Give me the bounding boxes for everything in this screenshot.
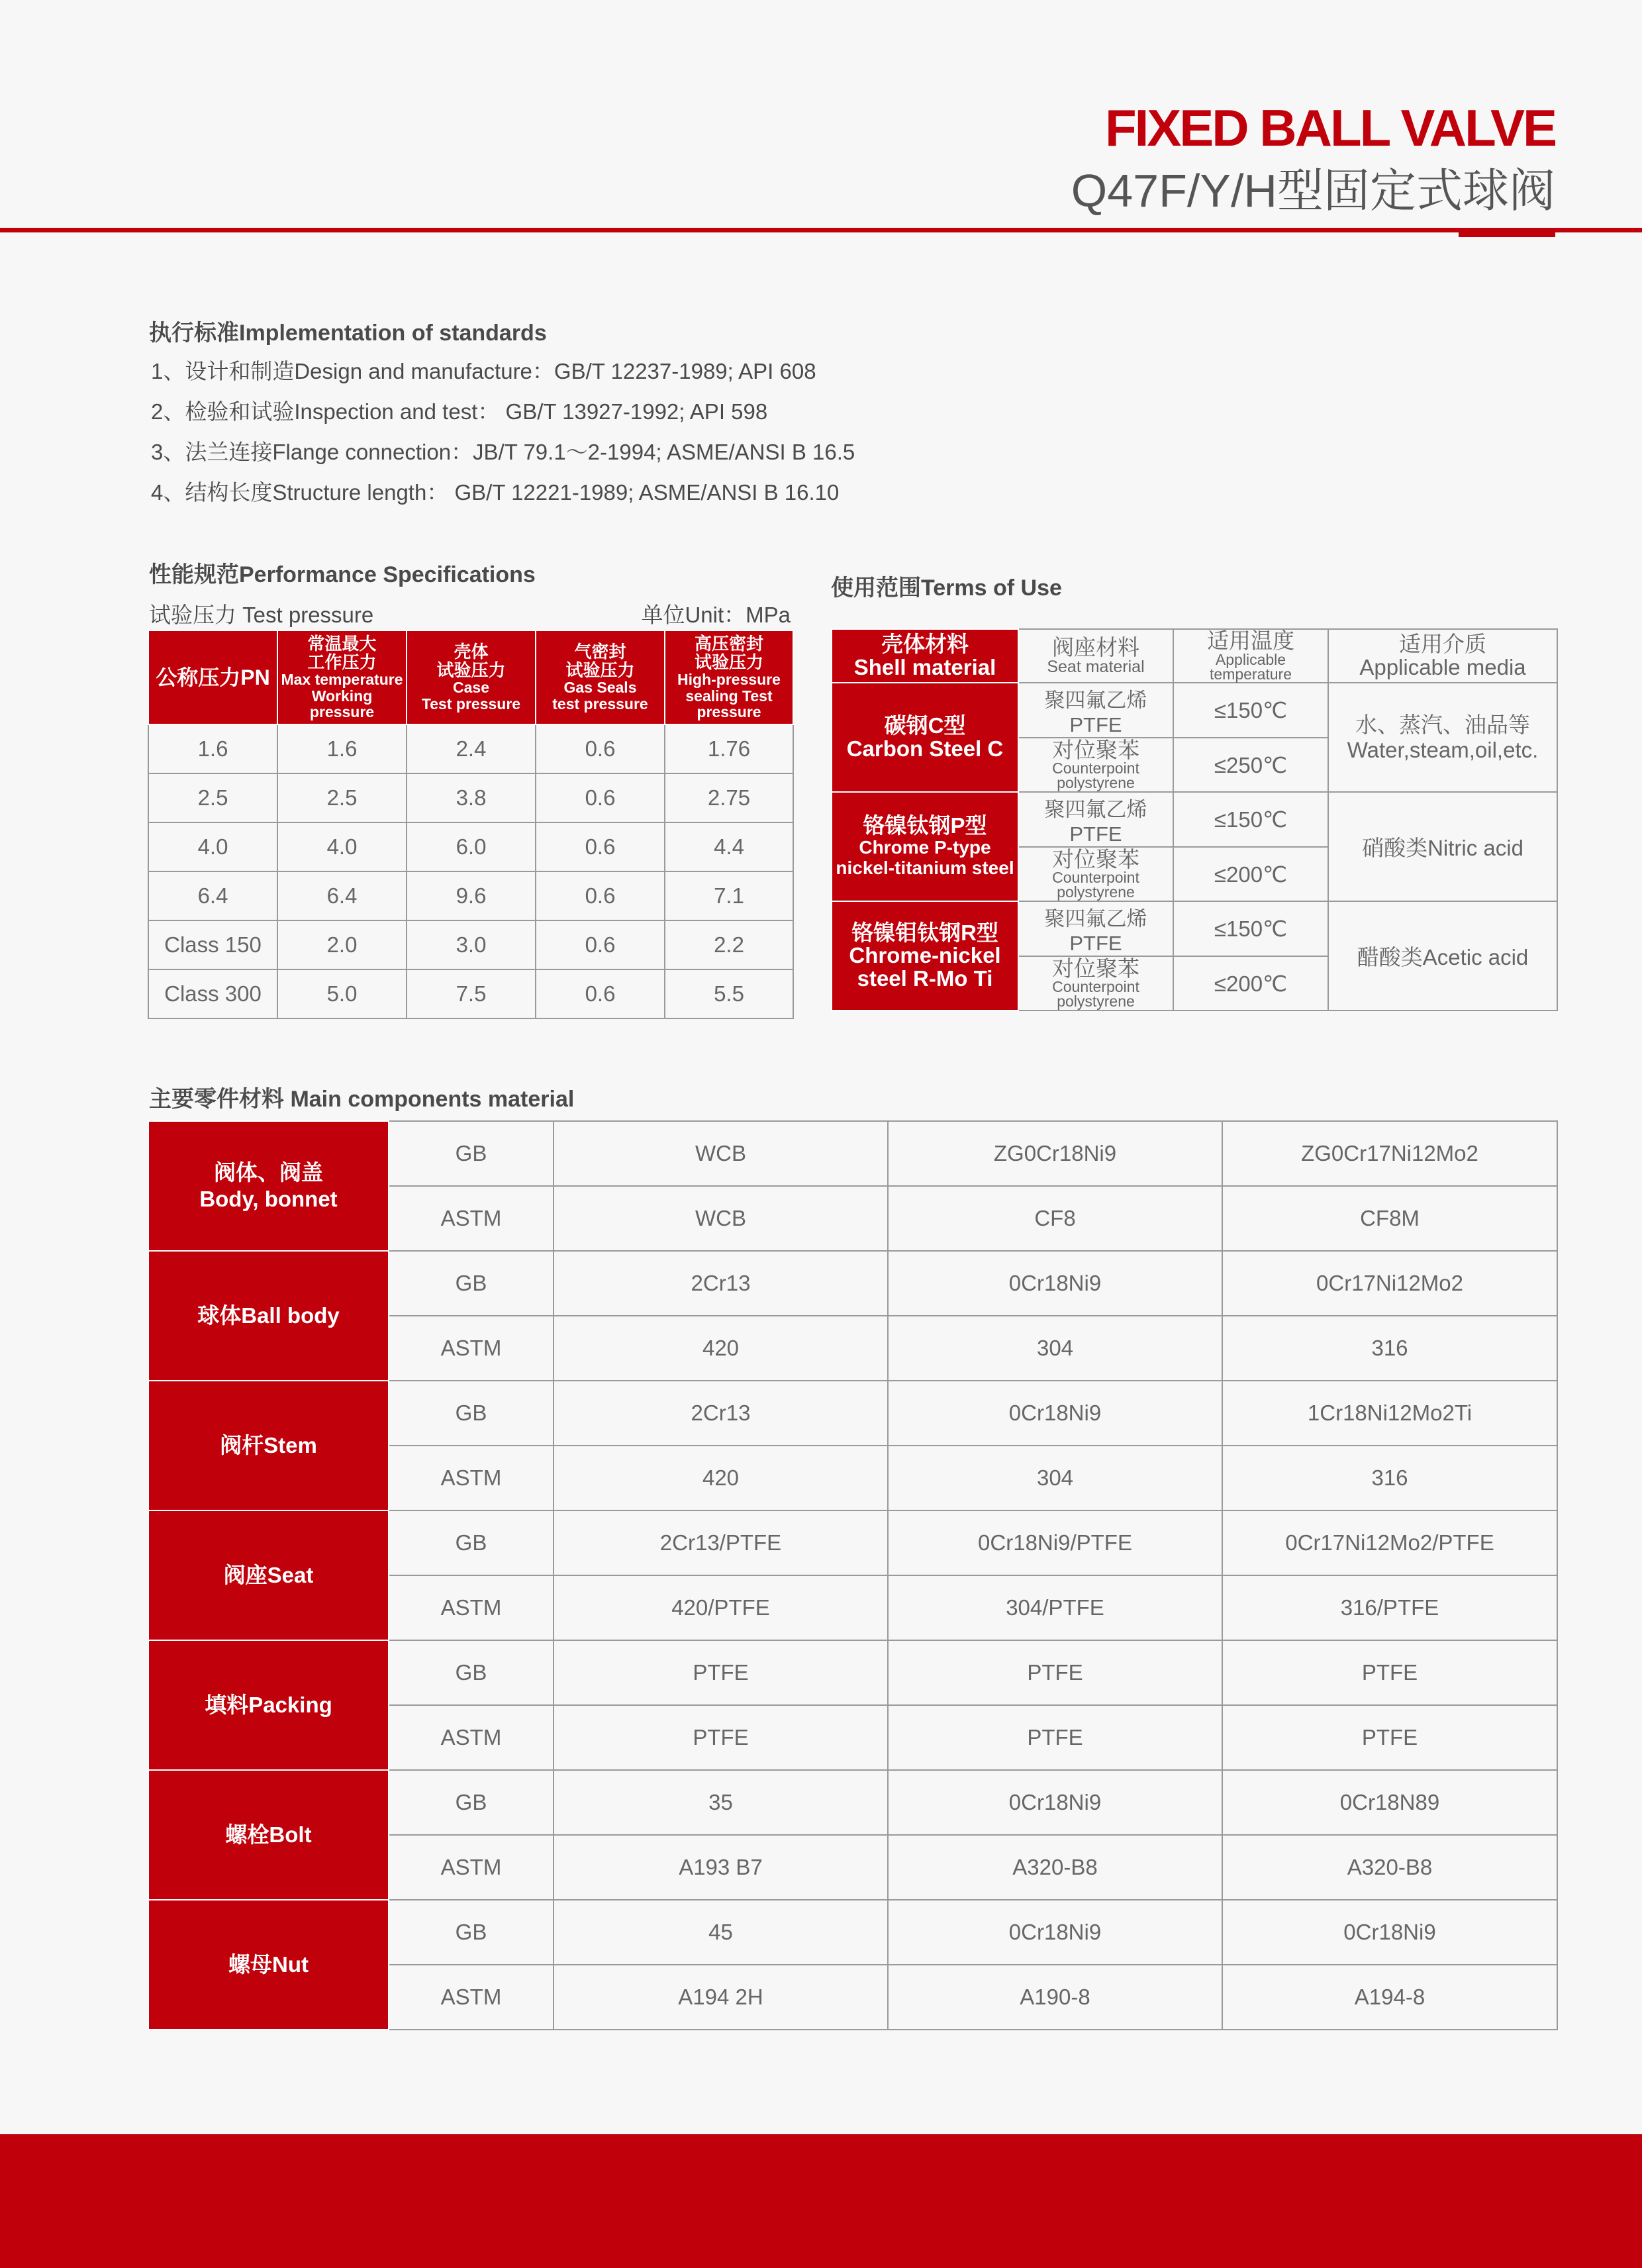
test-pressure-label: 试验压力 Test pressure <box>149 603 374 627</box>
table-row <box>148 1251 1557 1316</box>
standard-item: 4、结构长度Structure length： GB/T 12221-1989; ASME/ANSI B 16.10 <box>151 480 840 505</box>
material-cell: A190-8 <box>888 1965 1222 2030</box>
standard-cell: GB <box>389 1251 554 1316</box>
header-cn: 壳体 试验压力 <box>436 642 506 681</box>
material-cell: 304/PTFE <box>888 1575 1222 1640</box>
shell-material-cell <box>832 683 1018 792</box>
cell: 1.76 <box>665 724 793 773</box>
header-cell <box>148 630 277 724</box>
material-cell: 2Cr13 <box>554 1381 888 1446</box>
shell-cn: 铬镍钛钢P型 <box>863 813 987 838</box>
cell: 7.1 <box>665 871 793 920</box>
material-cell: 2Cr13 <box>554 1251 888 1316</box>
standard-cell: ASTM <box>389 1835 554 1900</box>
cell: 6.4 <box>148 871 277 920</box>
standard-cell: GB <box>389 1510 554 1575</box>
cell: 0.6 <box>536 920 665 969</box>
seat-en: Counterpoint polystyrene <box>1052 760 1139 792</box>
cell: 2.75 <box>665 773 793 822</box>
performance-table <box>148 630 794 1019</box>
table-row <box>832 901 1557 956</box>
cell: 7.5 <box>407 969 536 1018</box>
cell: 0.6 <box>536 969 665 1018</box>
cell: 2.0 <box>277 920 407 969</box>
media: 醋酸类Acetic acid <box>1328 901 1557 1011</box>
components-table <box>148 1120 1558 2030</box>
table-row <box>148 1640 1557 1705</box>
seat-cn: 对位聚苯 <box>1052 737 1139 762</box>
header-cell <box>277 630 407 724</box>
header-cn: 适用温度 <box>1207 628 1294 654</box>
material-cell: 45 <box>554 1900 888 1965</box>
shell-material-cell <box>832 792 1018 901</box>
terms-title: 使用范围Terms of Use <box>831 575 1062 601</box>
header-cell <box>407 630 536 724</box>
standard-cell: ASTM <box>389 1705 554 1770</box>
material-cell: 420 <box>554 1316 888 1381</box>
material-cell: 420 <box>554 1446 888 1510</box>
material-cell: 316/PTFE <box>1222 1575 1557 1640</box>
material-cell: 0Cr18Ni9 <box>888 1381 1222 1446</box>
component-name: 阀体、阀盖 Body, bonnet <box>148 1121 389 1251</box>
header-cell <box>536 630 665 724</box>
table-row <box>148 822 793 871</box>
header-cn: 壳体材料 <box>881 631 969 656</box>
cell: 5.0 <box>277 969 407 1018</box>
cell: Class 300 <box>148 969 277 1018</box>
material-cell: PTFE <box>554 1640 888 1705</box>
header-cn: 适用介质 <box>1399 631 1486 656</box>
page-subtitle: Q47F/Y/H型固定式球阀 <box>1071 165 1555 217</box>
seat-material: 聚四氟乙烯PTFE <box>1018 792 1173 847</box>
table-row <box>148 1381 1557 1446</box>
cell: 4.0 <box>148 822 277 871</box>
material-cell: 1Cr18Ni12Mo2Ti <box>1222 1381 1557 1446</box>
standard-cell: GB <box>389 1770 554 1835</box>
header-cn: 气密封 试验压力 <box>565 642 635 681</box>
table-row <box>832 683 1557 738</box>
table-row <box>148 1121 1557 1186</box>
cell: 2.5 <box>277 773 407 822</box>
material-cell: WCB <box>554 1121 888 1186</box>
cell: 4.4 <box>665 822 793 871</box>
table-header-row <box>148 630 793 724</box>
material-cell: PTFE <box>1222 1705 1557 1770</box>
media: 水、蒸汽、油品等 Water,steam,oil,etc. <box>1328 683 1557 792</box>
material-cell: A193 B7 <box>554 1835 888 1900</box>
material-cell: A320-B8 <box>888 1835 1222 1900</box>
material-cell: PTFE <box>554 1705 888 1770</box>
temperature: ≤150℃ <box>1173 792 1328 847</box>
standard-cell: ASTM <box>389 1965 554 2030</box>
header-cn: 阀座材料 <box>1052 635 1139 660</box>
component-name: 填料Packing <box>148 1640 389 1770</box>
material-cell: 35 <box>554 1770 888 1835</box>
material-cell: ZG0Cr18Ni9 <box>888 1121 1222 1186</box>
cell: 6.0 <box>407 822 536 871</box>
cell: 1.6 <box>148 724 277 773</box>
header-en: High-pressure sealing Test pressure <box>677 670 781 721</box>
cell: 3.0 <box>407 920 536 969</box>
material-cell: ZG0Cr17Ni12Mo2 <box>1222 1121 1557 1186</box>
shell-material-cell <box>832 901 1018 1011</box>
seat-material: 聚四氟乙烯PTFE <box>1018 901 1173 956</box>
header-cell <box>665 630 793 724</box>
header-cn: 常温最大 工作压力 <box>307 633 377 672</box>
seat-material: 聚四氟乙烯PTFE <box>1018 683 1173 738</box>
material-cell: A194 2H <box>554 1965 888 2030</box>
component-name: 阀座Seat <box>148 1510 389 1640</box>
standard-cell: GB <box>389 1381 554 1446</box>
header-cell <box>832 629 1018 683</box>
cell: 6.4 <box>277 871 407 920</box>
temperature: ≤250℃ <box>1173 738 1328 792</box>
seat-material <box>1018 956 1173 1011</box>
cell: Class 150 <box>148 920 277 969</box>
material-cell: PTFE <box>888 1640 1222 1705</box>
standard-item: 1、设计和制造Design and manufacture：GB/T 12237-1989; API 608 <box>151 359 816 383</box>
table-row <box>148 871 793 920</box>
cell: 3.8 <box>407 773 536 822</box>
material-cell: WCB <box>554 1186 888 1251</box>
cell: 0.6 <box>536 822 665 871</box>
cell: 0.6 <box>536 871 665 920</box>
material-cell: 0Cr17Ni12Mo2/PTFE <box>1222 1510 1557 1575</box>
standard-cell: ASTM <box>389 1446 554 1510</box>
table-row <box>148 1510 1557 1575</box>
material-cell: 0Cr17Ni12Mo2 <box>1222 1251 1557 1316</box>
standard-item: 2、检验和试验Inspection and test： GB/T 13927-1992; API 598 <box>151 399 768 424</box>
cell: 0.6 <box>536 724 665 773</box>
material-cell: CF8M <box>1222 1186 1557 1251</box>
header-en: Gas Seals test pressure <box>552 679 648 713</box>
table-row <box>148 1770 1557 1835</box>
cell: 4.0 <box>277 822 407 871</box>
header-en: Applicable temperature <box>1209 650 1292 683</box>
cell: 5.5 <box>665 969 793 1018</box>
material-cell: PTFE <box>1222 1640 1557 1705</box>
component-name: 球体Ball body <box>148 1251 389 1381</box>
table-row <box>148 724 793 773</box>
cell: 2.2 <box>665 920 793 969</box>
seat-cn: 对位聚苯 <box>1052 956 1139 981</box>
terms-table <box>831 628 1558 1011</box>
seat-en: Counterpoint polystyrene <box>1052 869 1139 901</box>
material-cell: 2Cr13/PTFE <box>554 1510 888 1575</box>
shell-cn: 铬镍钼钛钢R型 <box>851 920 998 945</box>
table-row <box>148 1900 1557 1965</box>
material-cell: 0Cr18Ni9 <box>888 1251 1222 1316</box>
header-divider <box>0 228 1642 232</box>
temperature: ≤200℃ <box>1173 956 1328 1011</box>
shell-cn: 碳钢C型 <box>884 713 966 738</box>
header-cell <box>1018 629 1173 683</box>
cell: 1.6 <box>277 724 407 773</box>
seat-material <box>1018 738 1173 792</box>
header-en: Max temperature Working pressure <box>281 670 403 721</box>
standard-cell: ASTM <box>389 1316 554 1381</box>
header-en: Seat material <box>1047 657 1145 676</box>
material-cell: 0Cr18Ni9 <box>888 1900 1222 1965</box>
material-cell: PTFE <box>888 1705 1222 1770</box>
standards-title: 执行标准Implementation of standards <box>149 320 547 346</box>
table-row <box>148 969 793 1018</box>
standard-cell: GB <box>389 1640 554 1705</box>
component-name: 螺母Nut <box>148 1900 389 2030</box>
material-cell: 0Cr18N89 <box>1222 1770 1557 1835</box>
table-row <box>832 792 1557 847</box>
material-cell: A194-8 <box>1222 1965 1557 2030</box>
temperature: ≤200℃ <box>1173 847 1328 901</box>
component-name: 阀杆Stem <box>148 1381 389 1510</box>
header-en: Shell material <box>853 654 996 679</box>
footer-bar <box>0 2134 1642 2268</box>
header-cn: 高压密封 试验压力 <box>694 633 763 672</box>
cell: 2.5 <box>148 773 277 822</box>
temperature: ≤150℃ <box>1173 901 1328 956</box>
media: 硝酸类Nitric acid <box>1328 792 1557 901</box>
standard-cell: ASTM <box>389 1575 554 1640</box>
performance-title: 性能规范Performance Specifications <box>149 562 536 587</box>
components-title: 主要零件材料 Main components material <box>149 1087 575 1112</box>
table-header-row <box>832 629 1557 683</box>
header-en: Case Test pressure <box>421 679 521 713</box>
standard-cell: GB <box>389 1121 554 1186</box>
material-cell: 304 <box>888 1316 1222 1381</box>
header-en: Applicable media <box>1359 654 1526 679</box>
material-cell: 420/PTFE <box>554 1575 888 1640</box>
material-cell: 0Cr18Ni9 <box>1222 1900 1557 1965</box>
table-row <box>148 773 793 822</box>
material-cell: 0Cr18Ni9 <box>888 1770 1222 1835</box>
component-name: 螺栓Bolt <box>148 1770 389 1900</box>
shell-en: Carbon Steel C <box>846 736 1004 761</box>
cell: 9.6 <box>407 871 536 920</box>
standard-cell: GB <box>389 1900 554 1965</box>
material-cell: CF8 <box>888 1186 1222 1251</box>
shell-en: Chrome-nickel steel R-Mo Ti <box>849 943 1001 991</box>
unit-label: 单位Unit：MPa <box>641 603 791 627</box>
standard-item: 3、法兰连接Flange connection：JB/T 79.1～2-1994; ASME/ANSI B 16.5 <box>151 440 855 464</box>
seat-en: Counterpoint polystyrene <box>1052 978 1139 1011</box>
seat-material <box>1018 847 1173 901</box>
page-title: FIXED BALL VALVE <box>1104 99 1555 157</box>
material-cell: 316 <box>1222 1446 1557 1510</box>
material-cell: 316 <box>1222 1316 1557 1381</box>
temperature: ≤150℃ <box>1173 683 1328 738</box>
header-cn: 公称压力PN <box>156 665 270 689</box>
seat-cn: 对位聚苯 <box>1052 846 1139 871</box>
table-row <box>148 920 793 969</box>
cell: 2.4 <box>407 724 536 773</box>
shell-en: Chrome P-type nickel-titanium steel <box>836 837 1014 878</box>
material-cell: 0Cr18Ni9/PTFE <box>888 1510 1222 1575</box>
standard-cell: ASTM <box>389 1186 554 1251</box>
header-cell <box>1173 629 1328 683</box>
material-cell: 304 <box>888 1446 1222 1510</box>
header-accent-bar <box>1459 228 1555 237</box>
cell: 0.6 <box>536 773 665 822</box>
header-cell <box>1328 629 1557 683</box>
material-cell: A320-B8 <box>1222 1835 1557 1900</box>
